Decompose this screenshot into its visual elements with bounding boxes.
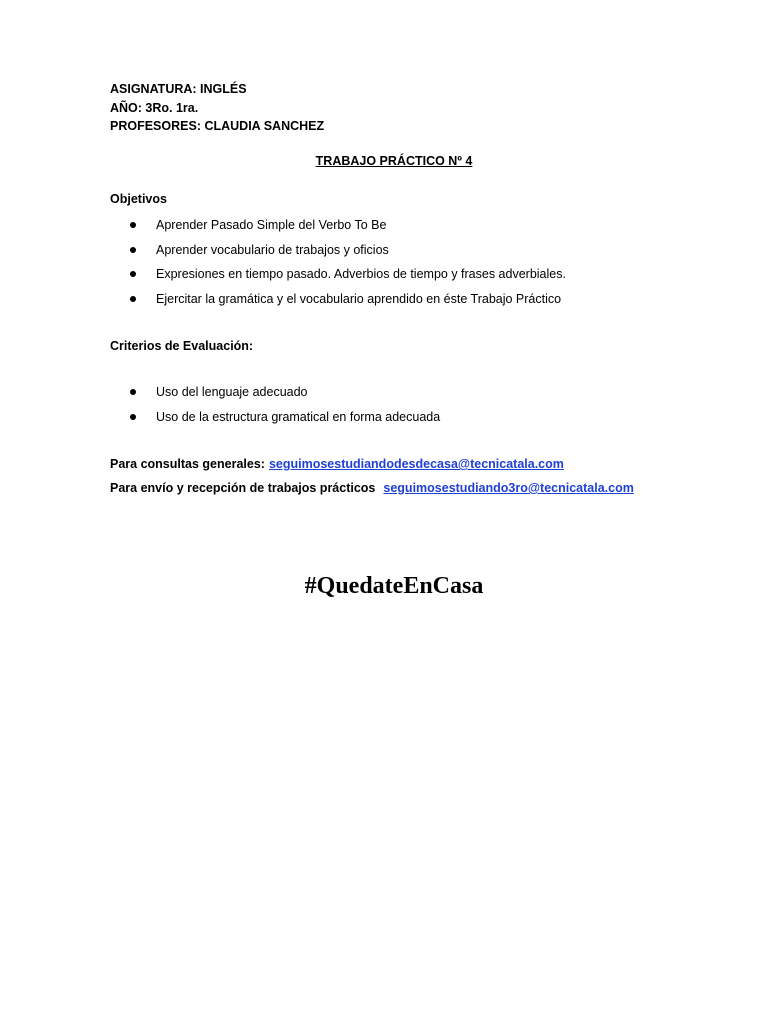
objective-text: Ejercitar la gramática y el vocabulario aprendido en éste Trabajo Práctico <box>156 291 562 306</box>
criteria-list <box>110 383 440 432</box>
list-item <box>110 383 440 408</box>
year-line: AÑO: 3Ro. 1ra. <box>110 100 199 115</box>
objectives-list <box>110 216 566 314</box>
general-contact <box>110 457 564 471</box>
objective-text: Expresiones en tiempo pasado. Adverbios de tiempo y frases adverbiales. <box>156 267 566 281</box>
submissions-contact <box>110 481 634 495</box>
list-item <box>110 241 566 266</box>
criteria-heading: Criterios de Evaluación: <box>110 339 254 353</box>
objectives-heading: Objetivos <box>110 192 167 206</box>
general-contact-label: Para consultas generales: <box>110 457 265 471</box>
submissions-contact-label: Para envío y recepción de trabajos prácticos <box>110 481 376 495</box>
teachers-line: PROFESORES: CLAUDIA SANCHEZ <box>110 119 325 133</box>
criteria-text: Uso de la estructura gramatical en forma adecuada <box>156 409 441 424</box>
list-item <box>110 216 566 241</box>
list-item <box>110 408 440 433</box>
bullet-icon <box>130 414 136 420</box>
objective-text: Aprender vocabulario de trabajos y oficios <box>156 242 389 257</box>
hashtag-heading: #QuedateEnCasa <box>304 573 484 599</box>
general-email-link[interactable]: seguimosestudiandodesdecasa@tecnicatala.com <box>268 457 564 471</box>
document-header <box>110 80 324 136</box>
bullet-icon <box>130 296 136 302</box>
list-item <box>110 265 566 290</box>
list-item <box>110 290 566 315</box>
objective-text: Aprender Pasado Simple del Verbo To Be <box>156 218 387 232</box>
bullet-icon <box>130 389 136 395</box>
bullet-icon <box>130 271 136 277</box>
subject-line: ASIGNATURA: INGLÉS <box>110 82 247 96</box>
bullet-icon <box>130 222 136 228</box>
submissions-email-link[interactable]: seguimosestudiando3ro@tecnicatala.com <box>383 481 634 495</box>
bullet-icon <box>130 247 136 253</box>
criteria-text: Uso del lenguaje adecuado <box>156 385 308 399</box>
document-title: TRABAJO PRÁCTICO Nº 4 <box>315 154 473 168</box>
